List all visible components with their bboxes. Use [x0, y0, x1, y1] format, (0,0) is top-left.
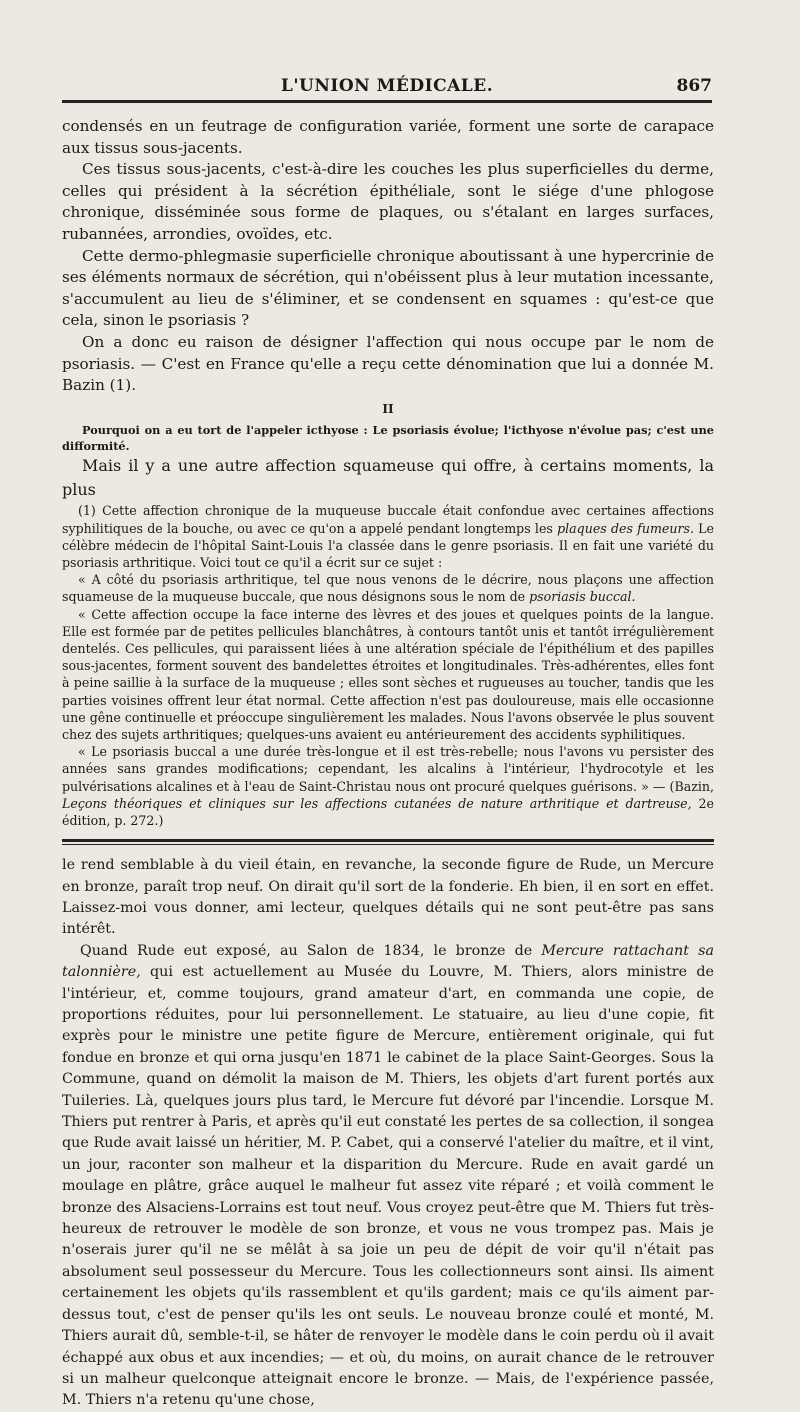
feuilleton-paragraph: le rend semblable à du vieil étain, en revanche, la seconde figure de Rude, un Mercure en bronze, paraît trop neuf. On dirait qu'il sort de la fonderie. Eh bien, il en sort en effet. Laissez-moi vous donner, ami lecteur, quelques détails qui ne sont peut-être pas sans intérêt.: [62, 857, 714, 938]
feuilleton: [62, 855, 714, 1412]
paragraph: Cette dermo-phlegmasie superficielle chronique aboutissant à une hypercrinie de ses éléments normaux de sécrétion, qui n'obéissent plus à leur mutation incessante, s'accumulent au lieu de s'éliminer, et se condensent en squames : qu'est-ce que cela, sinon le psoriasis ?: [62, 246, 714, 330]
section-summary: Pourquoi on a eu tort de l'appeler icthyose : Le psoriasis évolue; l'icthyose n'évolue pas; c'est une difformité.: [62, 423, 714, 454]
paragraph: condensés en un feutrage de configuration variée, forment une sorte de carapace aux tissus sous-jacents.: [62, 117, 714, 157]
journal-title: L'UNION MÉDICALE.: [280, 76, 494, 96]
paragraph: Ces tissus sous-jacents, c'est-à-dire les couches les plus superficielles du derme, celles qui président à la sécrétion épithéliale, sont le siége d'une phlogose chronique, disséminée sous forme de plaques, ou s'étalant en larges surfaces, rubannées, arrondies, ovoïdes, etc.: [62, 160, 714, 243]
page-number: 867: [676, 76, 712, 96]
feuilleton-paragraph: Quand Rude eut exposé, au Salon de 1834, le bronze de Mercure rattachant sa talonnière, qui est actuellement au Musée du Louvre, M. Thiers, alors ministre de l'intérieur, et, comme toujours, grand amateur d'art, en commanda une copie, de proportions réduites, pour lui personnellement. Le statuaire, au lieu d'une copie, fit exprès pour le ministre une petite figure de Mercure, entièrement originale, qui fut fondue en bronze et qui orna jusqu'en 1871 le cabinet de la place Saint-Georges. Sous la Commune, quand on démolit la maison de M. Thiers, les objets d'art furent portés aux Tuileries. Là, quelques jours plus tard, le Mercure fut dévoré par l'incendie. Lorsque M. Thiers put rentrer à Paris, et après qu'il eut constaté les pertes de sa collection, il songea que Rude avait laissé un héritier, M. P. Cabet, qui a conservé l'atelier du maître, et il vint, un jour, raconter son malheur et la disparition du Mercure. Rude en avait gardé un moulage en plâtre, grâce auquel le malheur fut assez vite réparé ; et voilà comment le bronze des Alsaciens-Lorrains est tout neuf. Vous croyez peut-être que M. Thiers fut très-heureux de retrouver le modèle de son bronze, et vous ne vous trompez pas. Mais je n'oserais jurer qu'il ne se mêlât à sa joie un peu de dépit de voir qu'il n'était pas absolument seul possesseur du Mercure. Tous les collectionneurs sont ainsi. Ils aiment certainement les objets qu'ils rassemblent et qu'ils gardent; mais ce qu'ils aiment par-dessus tout, c'est de penser qu'ils les ont seuls. Le nouveau bronze coulé et monté, M. Thiers aurait dû, semble-t-il, se hâter de renvoyer le modèle dans le coin perdu où il avait échappé aux obus et aux incendies; — et où, du moins, on aurait chance de le retrouver si un malheur quelconque atteignait encore le bronze. — Mais, de l'expérience passée, M. Thiers n'a retenu qu'une chose,: [62, 942, 714, 1409]
footnote-paragraph: « Cette affection occupe la face interne des lèvres et des joues et quelques points de la langue. Elle est formée par de petites pellicules blanchâtres, à contours tantôt unis et tantôt irrégulièrement dentelés. Ces pellicules, qui paraissent liées à une altération spéciale de l'épithélium et des papilles sous-jacentes, forment souvent des bandelettes étroites et longitudinales. Très-adhérentes, elles font à peine saillie à la surface de la muqueuse ; elles sont sèches et rugueuses au toucher, tandis que les parties voisines offrent leur état normal. Cette affection n'est pas douloureuse, mais elle occasionne une gêne continuelle et préoccupe singulièrement les malades. Nous l'avons observée le plus souvent chez des sujets arthritiques; quelques-uns avaient eu antérieurement des accidents syphilitiques.: [62, 606, 714, 742]
footnote: [62, 502, 714, 829]
footnote-paragraph: (1) Cette affection chronique de la muqueuse buccale était confondue avec certaines affections syphilitiques de la bouche, ou avec ce qu'on a appelé pendant longtemps les plaques des fumeurs. Le célèbre médecin de l'hôpital Saint-Louis l'a classée dans le genre psoriasis. Il en fait une variété du psoriasis arthritique. Voici tout ce qu'il a écrit sur ce sujet :: [62, 503, 714, 570]
feuilleton-divider: [62, 839, 714, 845]
section-number: II: [382, 401, 394, 416]
section-lead-paragraph: Mais il y a une autre affection squameuse qui offre, à certains moments, la plus: [62, 456, 714, 500]
footnote-paragraph: « Le psoriasis buccal a une durée très-longue et il est très-rebelle; nous l'avons vu persister des années sans grandes modifications; cependant, les alcalins à l'intérieur, l'hydrocotyle et les pulvérisations alcalines et à l'eau de Saint-Christau nous ont procuré quelques guérisons. » — (Bazin, Leçons théoriques et cliniques sur les affections cutanées de nature arthritique et dartreuse, 2e édition, p. 272.): [62, 744, 715, 828]
footnote-paragraph: « A côté du psoriasis arthritique, tel que nous venons de le décrire, nous plaçons une affection squameuse de la muqueuse buccale, que nous désignons sous le nom de psoriasis buccal.: [62, 572, 714, 605]
article-body: [62, 116, 714, 1412]
running-header: [62, 76, 712, 103]
paragraph: On a donc eu raison de désigner l'affection qui nous occupe par le nom de psoriasis. — C'est en France qu'elle a reçu cette dénomination que lui a donnée M. Bazin (1).: [62, 332, 714, 395]
